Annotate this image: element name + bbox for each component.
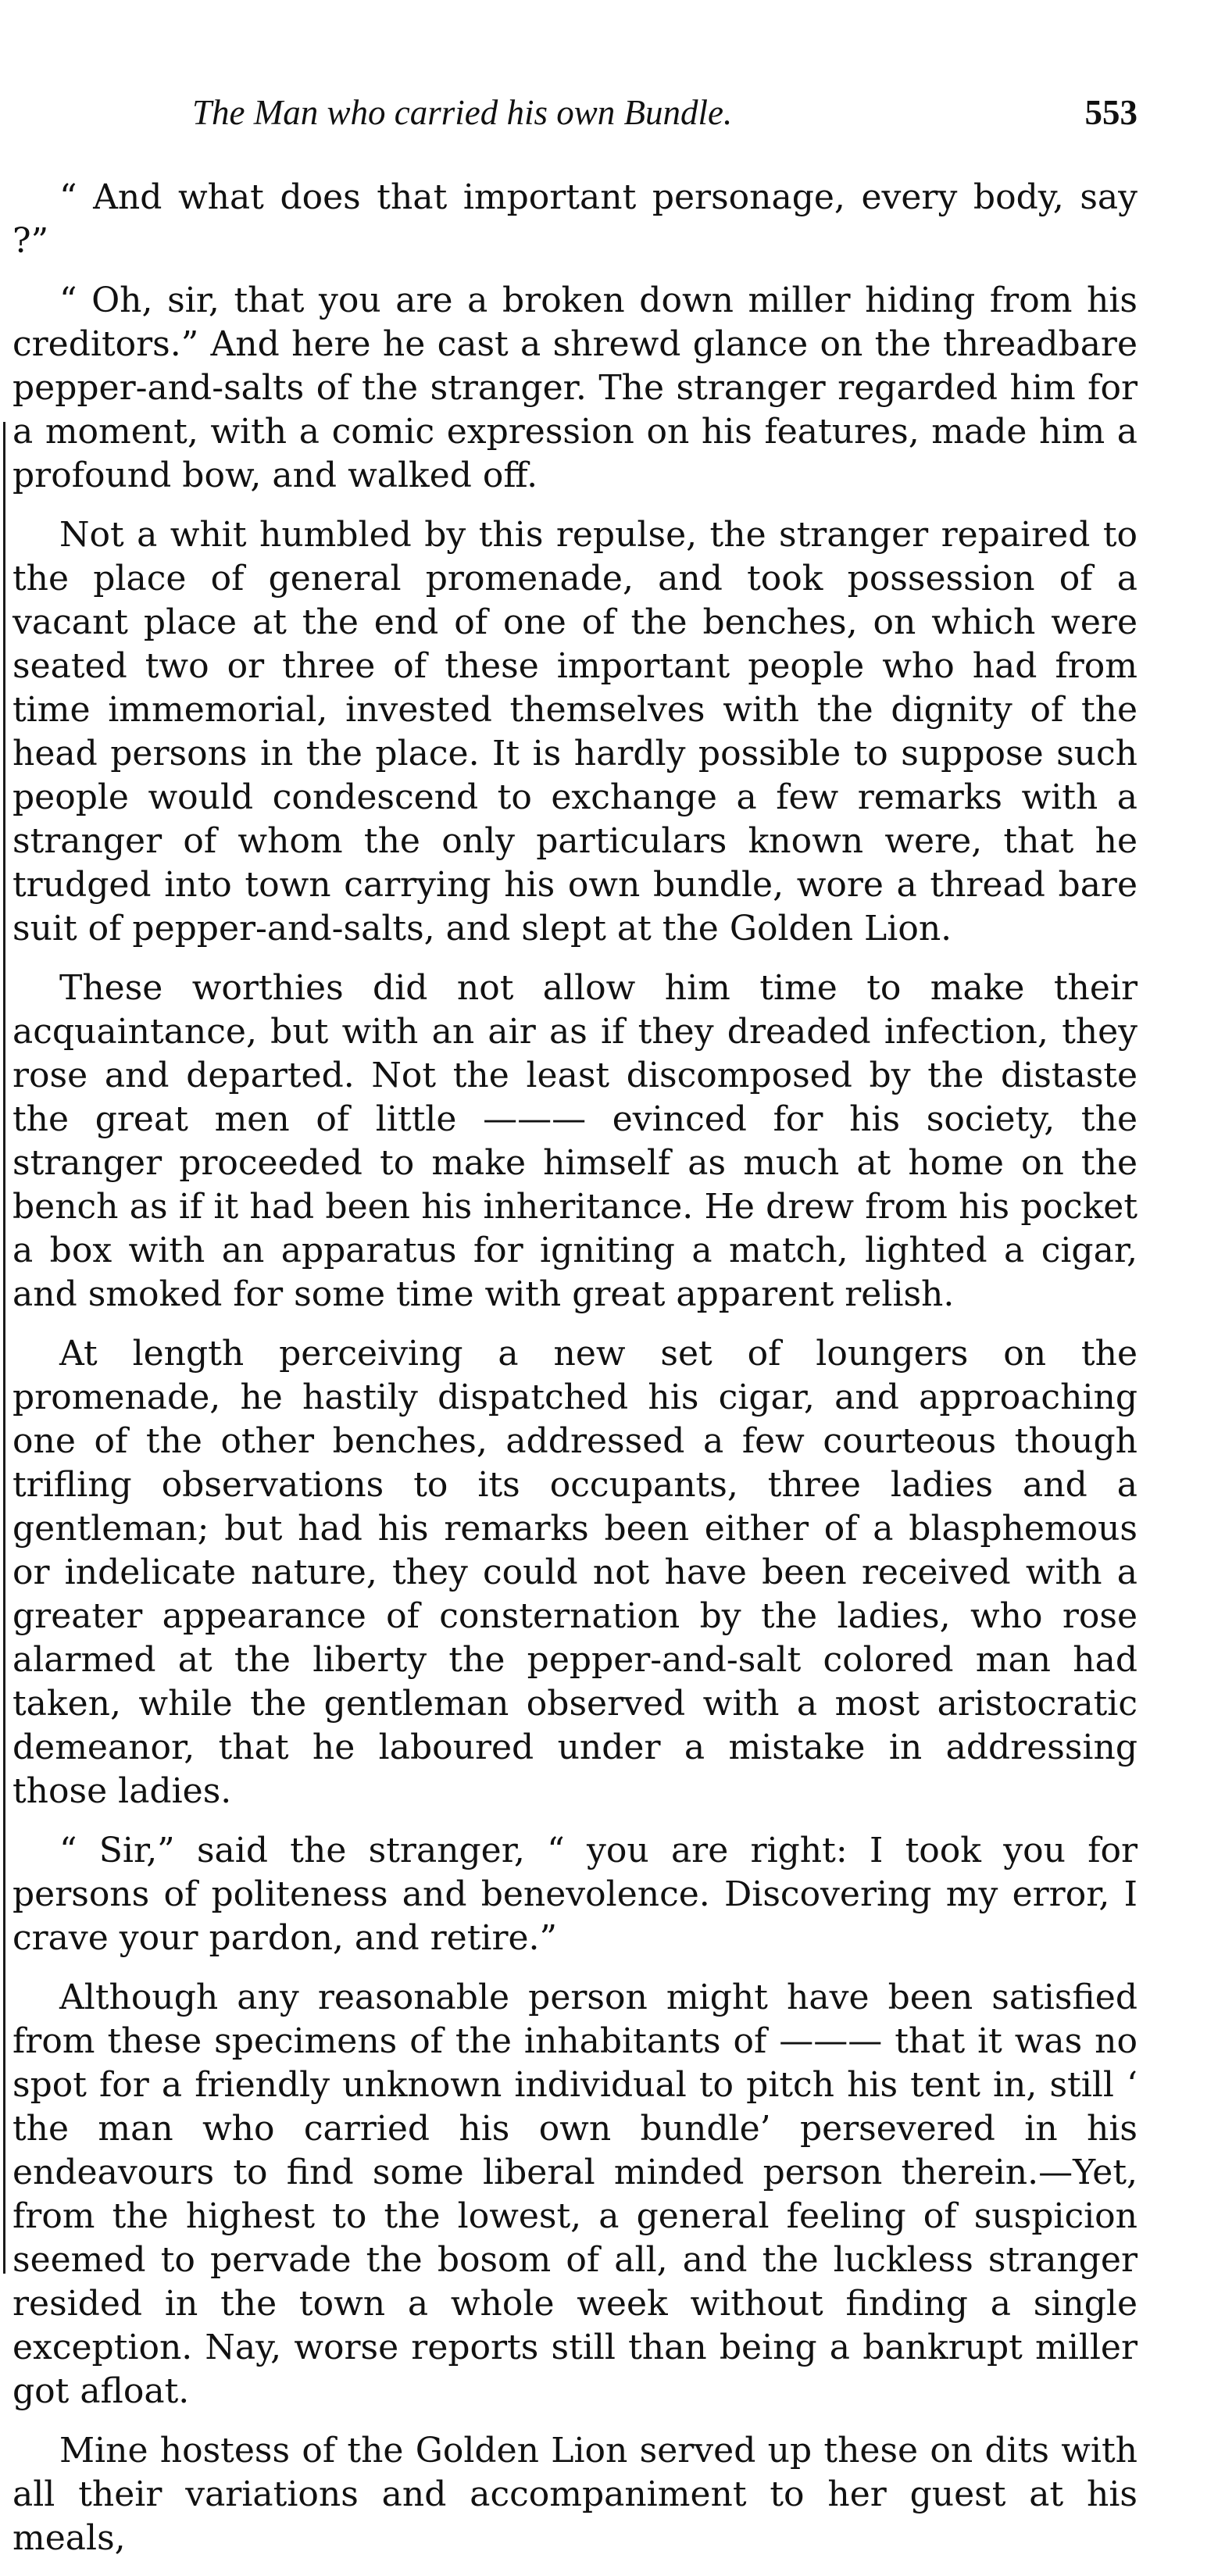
paragraph: “ Oh, sir, that you are a broken down miller hiding from his creditors.” And here he cast a shrewd glance on the threadbare pepper-and-salts of the stranger. The stranger regarded him for a moment, with a comic expression on his features, made him a profound bow, and walked off. (12, 280, 1138, 495)
page-number: 553 (1084, 93, 1138, 132)
page-edge-rule (3, 422, 5, 2274)
running-header (12, 92, 1138, 139)
paragraph: “ Sir,” said the stranger, “ you are right: I took you for persons of politeness and benevolence. Discovering my error, I crave your pardon, and retire.” (12, 1831, 1138, 1958)
paragraph: Mine hostess of the Golden Lion served up these on dits with all their variations and accompaniment to her guest at his meals, (12, 2431, 1138, 2558)
paragraph: “ And what does that important personage, every body, say ?” (12, 177, 1138, 261)
paragraph: Not a whit humbled by this repulse, the stranger repaired to the place of general promenade, and took possession of a vacant place at the end of one of the benches, on which were seated two or three of these important people who had from time immemorial, invested themselves with the dignity of the head persons in the place. It is hardly possible to suppose such people would condescend to exchange a few remarks with a stranger of whom the only particulars known were, that he trudged into town carrying his own bundle, wore a thread bare suit of pepper-and-salts, and slept at the Golden Lion. (12, 515, 1138, 949)
paragraph: At length perceiving a new set of loungers on the promenade, he hastily dispatched his cigar, and approaching one of the other benches, addressed a few courteous though trifling observations to its occupants, three ladies and a gentleman; but had his remarks been either of a blasphemous or indelicate nature, they could not have been received with a greater appearance of consternation by the ladies, who rose alarmed at the liberty the pepper-and-salt colored man had taken, while the gentleman observed with a most aristocratic demeanor, that he laboured under a mistake in addressing those ladies. (12, 1334, 1138, 1811)
body-text (12, 176, 1138, 2576)
paragraph: These worthies did not allow him time to make their acquaintance, but with an air as if they dreaded infection, they rose and departed. Not the least discomposed by the distaste the great men of little ——— evinced for his society, the stranger proceeded to make himself as much at home on the bench as if it had been his inheritance. He drew from his pocket a box with an apparatus for igniting a match, lighted a cigar, and smoked for some time with great apparent relish. (12, 968, 1138, 1314)
running-title: The Man who carried his own Bundle. (192, 93, 733, 132)
paragraph: Although any reasonable person might have been satisfied from these specimens of the inhabitants of ——— that it was no spot for a friendly unknown individual to pitch his tent in, still ‘ the man who carried his own bundle’ persevered in his endeavours to find some liberal minded person therein.—Yet, from the highest to the lowest, a general feeling of suspicion seemed to pervade the bosom of all, and the luckless stranger resided in the town a whole week without finding a single exception. Nay, worse reports still than being a bankrupt miller got afloat. (12, 1978, 1138, 2411)
